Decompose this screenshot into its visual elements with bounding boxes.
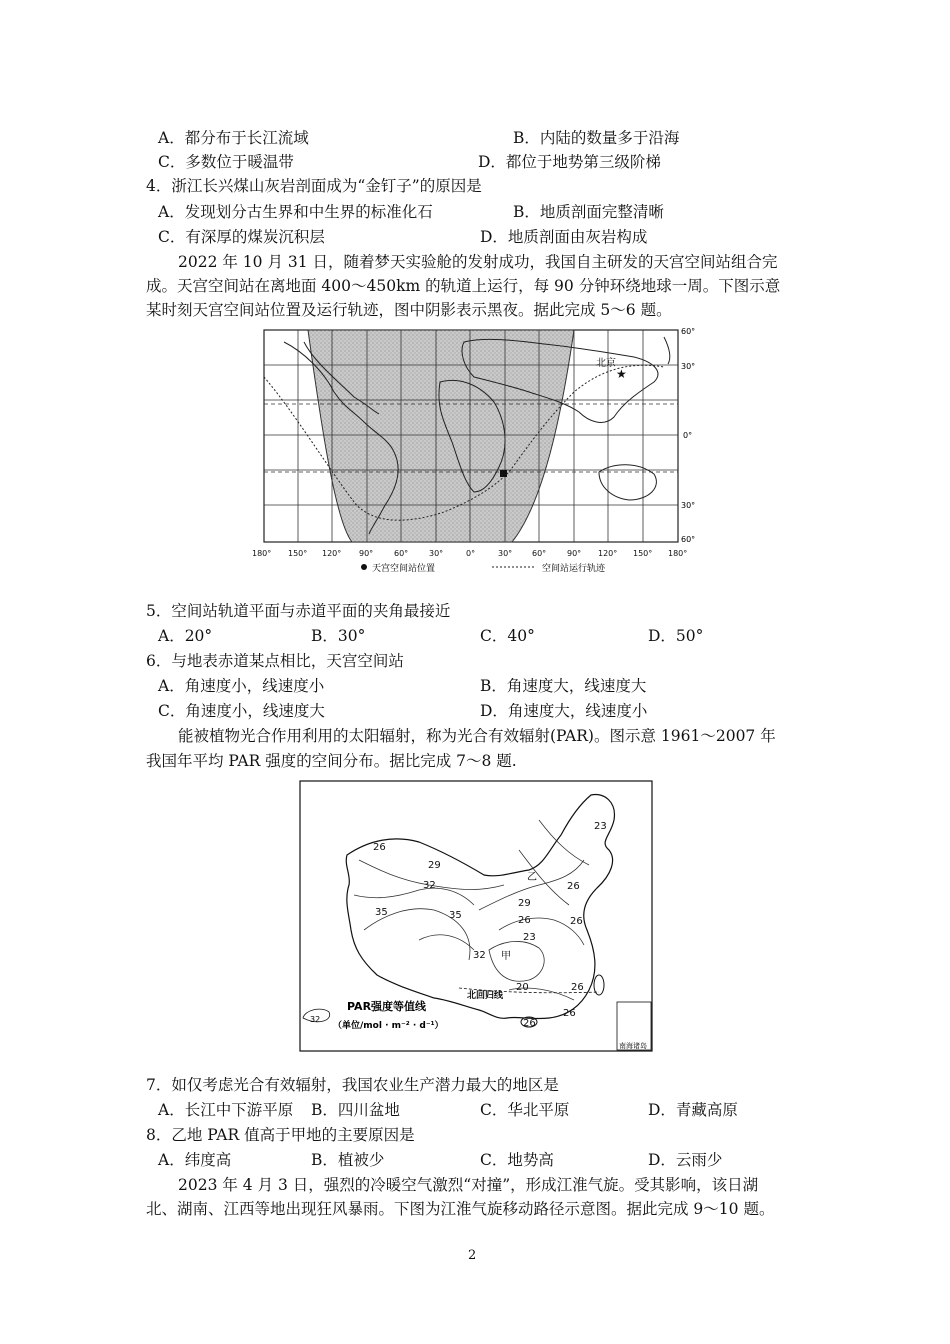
q7-option-a: A．长江中下游平原: [158, 1101, 294, 1119]
q5-option-a: A．20°: [158, 627, 213, 645]
lat-label: 30°: [681, 501, 696, 510]
lon-label: 150°: [633, 549, 653, 558]
contour-label: 26: [571, 982, 584, 993]
q4-option-c: C．有深厚的煤炭沉积层: [158, 228, 325, 246]
q3-option-c: C．多数位于暖温带: [158, 153, 294, 171]
q3-option-a: A．都分布于长江流域: [158, 129, 309, 147]
orbit-map: [244, 322, 704, 578]
q4-stem: 4．浙江长兴煤山灰岩剖面成为“金钉子”的原因是: [146, 177, 482, 195]
q8-option-d: D．云雨少: [648, 1151, 723, 1169]
q4-option-a: A．发现划分古生界和中生界的标准化石: [158, 203, 433, 221]
lat-label: 0°: [683, 431, 693, 440]
lat-label: 60°: [681, 535, 696, 544]
contour-label: 26: [567, 881, 580, 892]
contour-label: 23: [523, 932, 536, 943]
lat-label: 60°: [681, 327, 696, 336]
passage1-line1: 2022 年 10 月 31 日，随着梦天实验舱的发射成功，我国自主研发的天宫空间站组合完: [178, 253, 778, 271]
lon-label: 180°: [252, 549, 272, 558]
contour-label: 26: [563, 1008, 576, 1019]
q3-option-d: D．都位于地势第三级阶梯: [478, 153, 661, 171]
q8-option-c: C．地势高: [480, 1151, 554, 1169]
lon-label: 90°: [359, 549, 374, 558]
lon-label: 60°: [394, 549, 409, 558]
contour-label: 23: [594, 821, 607, 832]
legend-station-icon: [361, 564, 367, 570]
legend-unit: （单位/mol · m⁻² · d⁻¹）: [333, 1021, 444, 1031]
contour-label: 32: [423, 880, 436, 891]
contour-label: 26: [373, 842, 386, 853]
contour-label: 29: [428, 860, 441, 871]
q6-option-c: C．角速度小，线速度大: [158, 702, 325, 720]
q7-option-b: B．四川盆地: [311, 1101, 400, 1119]
contour-label: 26: [570, 916, 583, 927]
lon-label: 30°: [429, 549, 444, 558]
q6-option-b: B．角速度大，线速度大: [480, 677, 647, 695]
beijing-label: 北京: [596, 358, 616, 369]
location-yi: 乙: [527, 872, 537, 883]
contour-label: 32: [473, 950, 486, 961]
q7-option-d: D．青藏高原: [648, 1101, 738, 1119]
lon-label: 0°: [466, 549, 476, 558]
passage3-line2: 北、湖南、江西等地出现狂风暴雨。下图为江淮气旋移动路径示意图。据此完成 9～10 题。: [146, 1200, 775, 1218]
lon-label: 150°: [288, 549, 308, 558]
page-number: 2: [468, 1248, 477, 1263]
q7-stem: 7．如仅考虑光合有效辐射，我国农业生产潜力最大的地区是: [146, 1076, 559, 1094]
passage2-line2: 我国年平均 PAR 强度的空间分布。据比完成 7～8 题.: [146, 752, 517, 770]
tropic-label: 北回归线: [467, 991, 504, 1001]
lon-label: 180°: [668, 549, 688, 558]
q5-stem: 5．空间站轨道平面与赤道平面的夹角最接近: [146, 602, 451, 620]
beijing-star-icon: ★: [616, 367, 627, 381]
contour-label: 26: [523, 1018, 536, 1029]
legend-title: PAR强度等值线: [347, 1000, 427, 1013]
lon-label: 90°: [567, 549, 582, 558]
q6-option-a: A．角速度小，线速度小: [158, 677, 325, 695]
passage3-line1: 2023 年 4 月 3 日，强烈的冷暖空气激烈“对撞”，形成江淮气旋。受其影响，该日湖: [178, 1176, 759, 1194]
q5-option-b: B．30°: [311, 627, 366, 645]
passage1-line3: 某时刻天宫空间站位置及运行轨迹，图中阴影表示黑夜。据此完成 5～6 题。: [146, 301, 672, 319]
q5-option-d: D．50°: [648, 627, 704, 645]
legend-station-label: 天宫空间站位置: [372, 564, 436, 574]
contour-label: 26: [518, 915, 531, 926]
contour-label: 35: [449, 910, 462, 921]
station-marker-icon: [500, 470, 507, 477]
q8-option-b: B．植被少: [311, 1151, 385, 1169]
lon-label: 60°: [532, 549, 547, 558]
lon-label: 30°: [498, 549, 513, 558]
q7-option-c: C．华北平原: [480, 1101, 570, 1119]
lon-label: 120°: [598, 549, 618, 558]
q4-option-d: D．地质剖面由灰岩构成: [480, 228, 648, 246]
q4-option-b: B．地质剖面完整清晰: [513, 203, 664, 221]
contour-label: 20: [516, 982, 529, 993]
q6-stem: 6．与地表赤道某点相比，天宫空间站: [146, 652, 404, 670]
passage2-line1: 能被植物光合作用利用的太阳辐射，称为光合有效辐射(PAR)。图示意 1961～2007 年: [178, 727, 776, 745]
lat-label: 30°: [681, 362, 696, 371]
q5-option-c: C．40°: [480, 627, 535, 645]
q8-stem: 8．乙地 PAR 值高于甲地的主要原因是: [146, 1126, 415, 1144]
contour-label: 35: [375, 907, 388, 918]
passage1-line2: 成。天宫空间站在离地面 400～450km 的轨道上运行，每 90 分钟环绕地球一周。下图示意: [146, 277, 781, 295]
q3-option-b: B．内陆的数量多于沿海: [513, 129, 680, 147]
lon-label: 120°: [322, 549, 342, 558]
legend-sample: 32: [310, 1015, 321, 1024]
location-jia: 甲: [501, 951, 511, 962]
contour-label: 29: [518, 898, 531, 909]
legend-track-label: 空间站运行轨迹: [542, 564, 606, 574]
q8-option-a: A．纬度高: [158, 1151, 232, 1169]
par-map: [299, 780, 653, 1054]
q6-option-d: D．角速度大，线速度小: [480, 702, 648, 720]
inset-label: 南海诸岛: [619, 1042, 647, 1050]
